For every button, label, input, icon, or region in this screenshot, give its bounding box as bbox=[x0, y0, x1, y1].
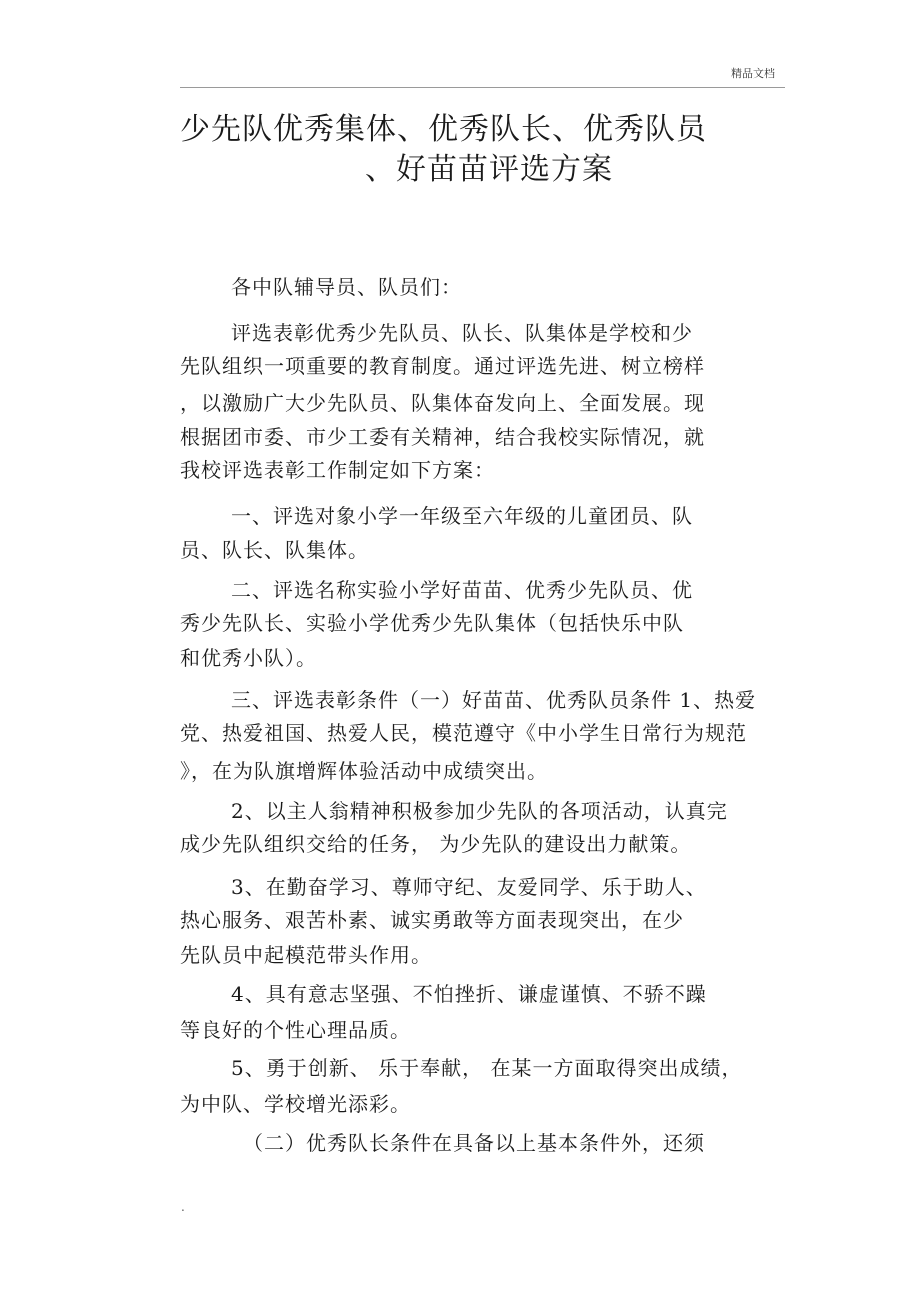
title-line-1: 少先队优秀集体、优秀队长、优秀队员 bbox=[180, 112, 707, 147]
item-4-line-1: 4、具有意志坚强、不怕挫折、谦虚谨慎、不骄不躁 bbox=[231, 982, 707, 1006]
item-2-line-1: 2、以主人翁精神积极参加少先队的各项活动，认真完 bbox=[231, 799, 728, 823]
intro-line-1: 评选表彰优秀少先队员、队长、队集体是学校和少 bbox=[231, 321, 693, 345]
item-5-line-2: 为中队、学校增光添彩。 bbox=[180, 1092, 411, 1116]
item-3-line-2: 热心服务、艰苦朴素、诚实勇敢等方面表现突出，在少 bbox=[180, 908, 684, 932]
section-1-line-1: 一、评选对象小学一年级至六年级的儿童团员、队 bbox=[231, 504, 693, 528]
section-3-line-1: 三、评选表彰条件（一）好苗苗、优秀队员条件 1、热爱 bbox=[231, 688, 757, 712]
section-2-line-2: 秀少先队长、实验小学优秀少先队集体（包括快乐中队 bbox=[180, 611, 684, 635]
item-5-line-1: 5、勇于创新、 乐于奉献， 在某一方面取得突出成绩， bbox=[231, 1056, 743, 1080]
subsection-2-line-1: （二）优秀队长条件在具备以上基本条件外，还须 bbox=[243, 1131, 705, 1155]
item-2-line-2: 成少先队组织交给的任务， 为少先队的建设出力献策。 bbox=[180, 832, 692, 856]
item-3-line-3: 先队员中起模范带头作用。 bbox=[180, 943, 432, 967]
title-line-2: 、好苗苗评选方案 bbox=[365, 152, 613, 187]
page-header-label: 精品文档 bbox=[731, 67, 775, 80]
section-3-line-3: 》，在为队旗增辉体验活动中成绩突出。 bbox=[180, 759, 548, 783]
section-1-line-2: 员、队长、队集体。 bbox=[180, 538, 369, 562]
section-2-line-3: 和优秀小队）。 bbox=[180, 646, 317, 670]
intro-line-2: 先队组织一项重要的教育制度。通过评选先进、树立榜样 bbox=[180, 354, 705, 378]
section-3-line-2: 党、热爱祖国、热爱人民，模范遵守《中小学生日常行为规范 bbox=[180, 721, 747, 745]
intro-line-4: 根据团市委、市少工委有关精神，结合我校实际情况，就 bbox=[180, 425, 705, 449]
footer-mark: . bbox=[181, 1200, 185, 1214]
intro-line-3: ，以激励广大少先队员、队集体奋发向上、全面发展。现 bbox=[180, 391, 705, 415]
item-4-line-2: 等良好的个性心理品质。 bbox=[180, 1018, 411, 1042]
intro-line-5: 我校评选表彰工作制定如下方案： bbox=[180, 458, 495, 482]
header-divider bbox=[180, 87, 785, 88]
section-2-line-1: 二、评选名称实验小学好苗苗、优秀少先队员、优 bbox=[231, 578, 693, 602]
item-3-line-1: 3、在勤奋学习、尊师守纪、友爱同学、乐于助人、 bbox=[231, 875, 707, 899]
salutation: 各中队辅导员、队员们： bbox=[231, 275, 462, 299]
